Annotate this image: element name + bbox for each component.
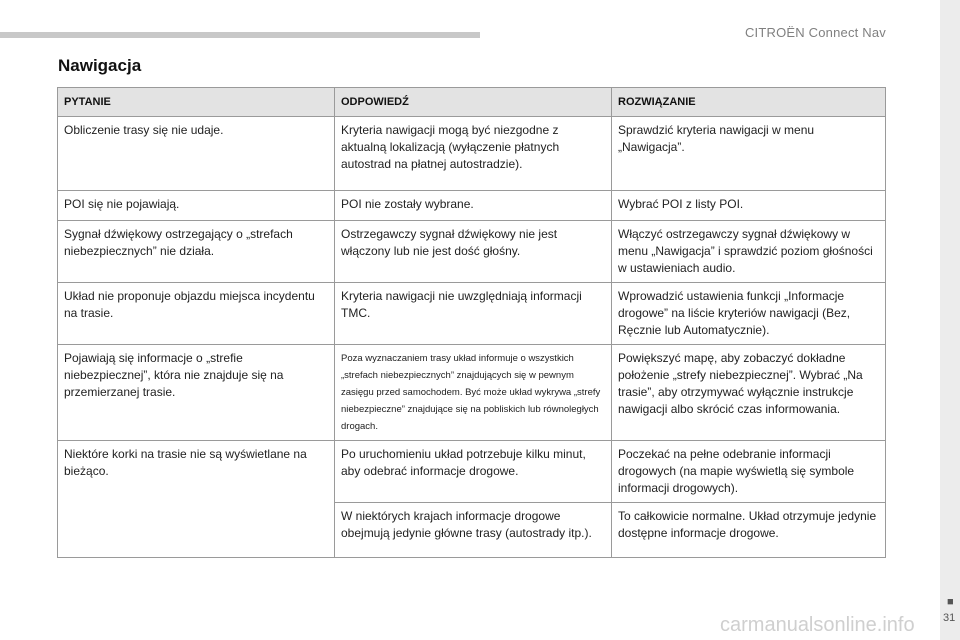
table-row — [58, 441, 886, 503]
table-row — [58, 117, 886, 191]
answer-cell: Poza wyznaczaniem trasy układ informuje o wszystkich „strefach niebezpiecznych” znajdujących się w pewnym zasięgu przed samochodem. Być może układ wykrywa „strefy niebezpieczne” znajdujące się na pobliskich lub równoległych drogach. — [335, 345, 612, 441]
solution-cell: Wprowadzić ustawienia funkcji „Informacje drogowe” na liście kryteriów nawigacji (Bez, Ręcznie lub Automatycznie). — [612, 283, 886, 345]
solution-cell: Wybrać POI z listy POI. — [612, 191, 886, 221]
answer-cell: POI nie zostały wybrane. — [335, 191, 612, 221]
answer-cell: Ostrzegawczy sygnał dźwiękowy nie jest włączony lub nie jest dość głośny. — [335, 221, 612, 283]
solution-cell: Powiększyć mapę, aby zobaczyć dokładne położenie „strefy niebezpiecznej”. Wybrać „Na trasie”, aby otrzymywać wyłącznie instrukcje nawigacji albo skrócić czas informowania. — [612, 345, 886, 441]
question-cell: Niektóre korki na trasie nie są wyświetlane na bieżąco. — [58, 441, 335, 558]
page-marker: ■ — [947, 596, 954, 608]
top-rule — [0, 32, 480, 38]
question-cell: POI się nie pojawiają. — [58, 191, 335, 221]
manual-title: CITROËN Connect Nav — [744, 25, 886, 40]
answer-cell: Kryteria nawigacji mogą być niezgodne z aktualną lokalizacją (wyłączenie płatnych autostrad na płatnej autostradzie). — [335, 117, 612, 191]
solution-cell: Włączyć ostrzegawczy sygnał dźwiękowy w menu „Nawigacja” i sprawdzić poziom głośności w ustawieniach audio. — [612, 221, 886, 283]
question-cell: Obliczenie trasy się nie udaje. — [58, 117, 335, 191]
page-edge-band — [940, 0, 960, 640]
page-number: 31 — [943, 612, 956, 624]
question-cell: Pojawiają się informacje o „strefie niebezpiecznej”, która nie znajduje się na przemierzanej trasie. — [58, 345, 335, 441]
table-row — [58, 345, 886, 441]
solution-cell: To całkowicie normalne. Układ otrzymuje jedynie dostępne informacje drogowe. — [612, 503, 886, 558]
table-header-row — [58, 88, 886, 117]
solution-cell: Poczekać na pełne odebranie informacji drogowych (na mapie wyświetlą się symbole informacji drogowych). — [612, 441, 886, 503]
column-header-answer: ODPOWIEDŹ — [335, 88, 612, 117]
section-title: Nawigacja — [58, 56, 142, 75]
answer-cell: Po uruchomieniu układ potrzebuje kilku minut, aby odebrać informacje drogowe. — [335, 441, 612, 503]
answer-cell: Kryteria nawigacji nie uwzględniają informacji TMC. — [335, 283, 612, 345]
table-row — [58, 221, 886, 283]
table-row — [58, 191, 886, 221]
watermark-text: carmanualsonline.info — [720, 614, 915, 636]
question-cell: Układ nie proponuje objazdu miejsca incydentu na trasie. — [58, 283, 335, 345]
answer-cell: W niektórych krajach informacje drogowe obejmują jedynie główne trasy (autostrady itp.). — [335, 503, 612, 558]
solution-cell: Sprawdzić kryteria nawigacji w menu „Nawigacja”. — [612, 117, 886, 191]
table-row — [58, 283, 886, 345]
question-cell: Sygnał dźwiękowy ostrzegający o „strefach niebezpiecznych” nie działa. — [58, 221, 335, 283]
faq-table — [57, 87, 886, 558]
column-header-question: PYTANIE — [58, 88, 335, 117]
column-header-solution: ROZWIĄZANIE — [612, 88, 886, 117]
